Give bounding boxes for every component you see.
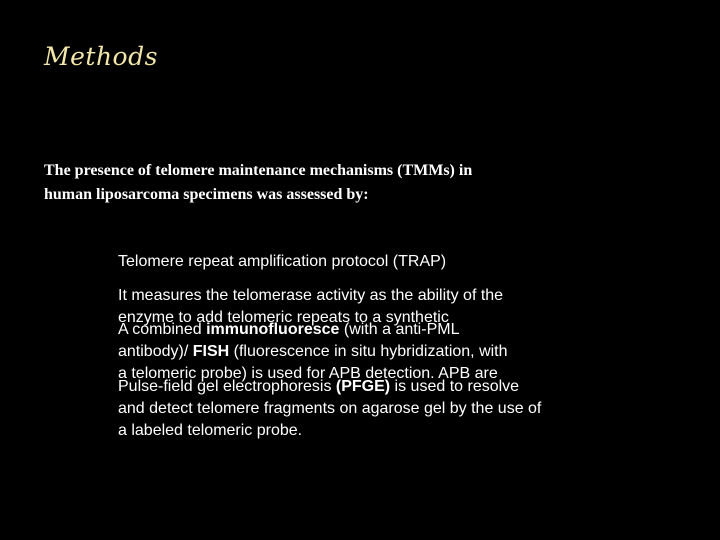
pfge-term: (PFGE) bbox=[335, 378, 391, 395]
method-item-trap bbox=[118, 251, 618, 273]
immuno-fish-text-c: antibody)/ bbox=[118, 343, 193, 360]
pfge-line-1 bbox=[118, 376, 618, 398]
immuno-fish-text-d: (fluorescence in situ hybridization, with bbox=[229, 343, 508, 360]
method-item-immunofluorescence-fish bbox=[118, 319, 618, 382]
intro-line-1: The presence of telomere maintenance mechanisms (TMMs) in bbox=[44, 162, 473, 179]
method-item-trap-text: Telomere repeat amplification protocol (TRAP) bbox=[118, 253, 447, 270]
immuno-fish-text-a: A combined bbox=[118, 321, 207, 338]
immuno-fish-line-3: a telomeric probe) is used for APB detection. APB are bbox=[118, 365, 498, 382]
pfge-text-b: is used to resolve bbox=[390, 378, 520, 395]
pfge-text-a: Pulse-field gel electrophoresis bbox=[118, 378, 336, 395]
intro-line-2: human liposarcoma specimens was assessed by: bbox=[44, 186, 369, 203]
immuno-fish-text-b: (with a anti-PML bbox=[339, 321, 460, 338]
fish-term: FISH bbox=[192, 343, 230, 360]
trap-description-line-2: enzyme to add telomeric repeats to a synthetic bbox=[118, 309, 449, 326]
immuno-fish-line-1 bbox=[118, 319, 618, 341]
immunofluoresce-term: immunofluoresce bbox=[206, 321, 340, 338]
pfge-line-2: and detect telomere fragments on agarose gel by the use of bbox=[118, 400, 542, 417]
method-item-pfge bbox=[118, 376, 618, 442]
trap-description-line-1: It measures the telomerase activity as the ability of the bbox=[118, 287, 504, 304]
immuno-fish-line-2 bbox=[118, 341, 618, 363]
pfge-line-3: a labeled telomeric probe. bbox=[118, 422, 303, 439]
method-item-trap-description bbox=[118, 285, 618, 326]
slide-title: Methods bbox=[44, 42, 158, 71]
intro-text bbox=[44, 159, 644, 207]
